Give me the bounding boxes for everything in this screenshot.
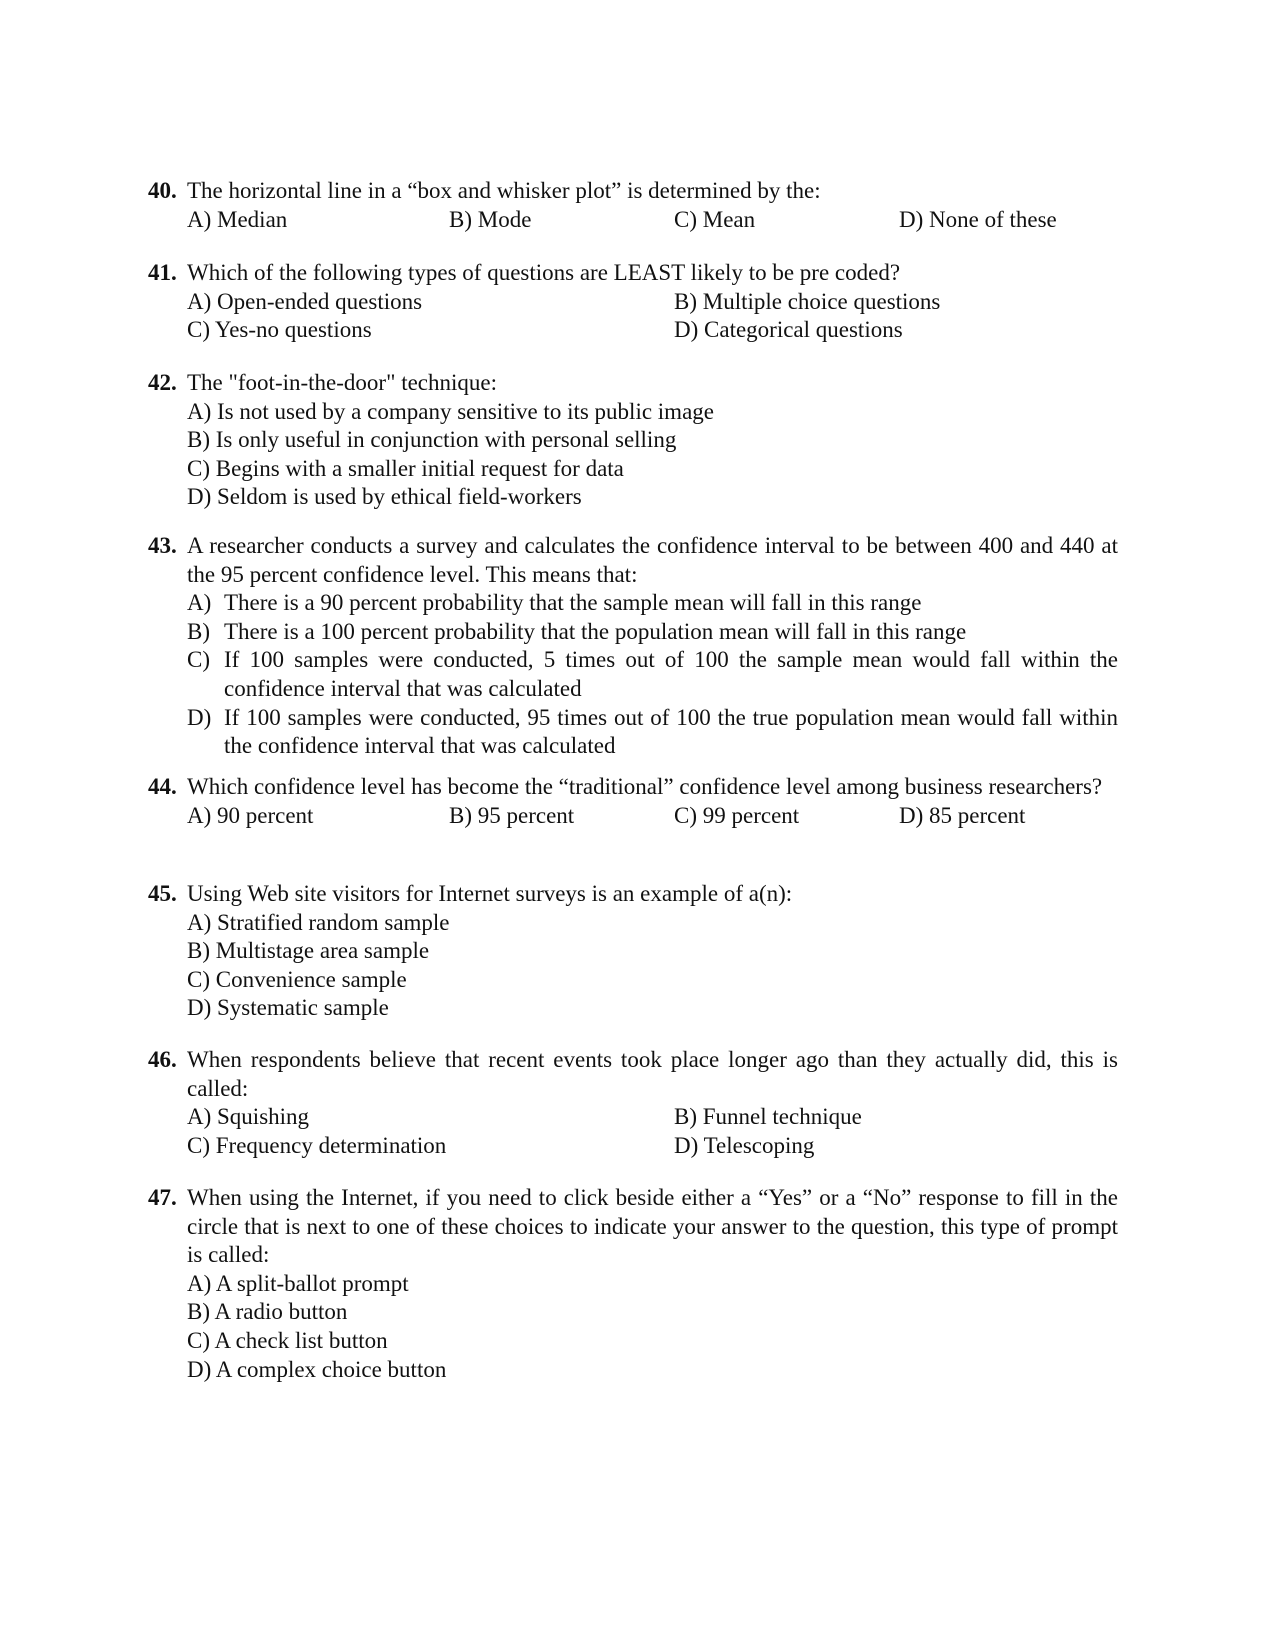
option-letter: D) xyxy=(187,704,212,730)
option-d: D) Telescoping xyxy=(674,1132,815,1158)
option-d: D) Seldom is used by ethical field-workers xyxy=(187,484,582,510)
option-c: C) Mean xyxy=(674,206,756,232)
question-number: 40. xyxy=(148,178,177,203)
option-b: B) Multiple choice questions xyxy=(674,288,941,314)
option-b: B) A radio button xyxy=(187,1299,348,1325)
question-stem: A researcher conducts a survey and calculates the confidence interval to be between 400 and 440 at the 95 percent confidence level. This means that: xyxy=(187,533,1118,587)
option-d: D) 85 percent xyxy=(899,802,1026,828)
option-letter: C) xyxy=(187,647,210,673)
option-c: C) Convenience sample xyxy=(187,966,407,992)
question-stem: When using the Internet, if you need to click beside either a “Yes” or a “No” response to fill in the circle that is next to one of these choices to indicate your answer to the question, this type of prompt is called: xyxy=(187,1185,1118,1268)
question-stem: The "foot-in-the-door" technique: xyxy=(187,370,498,395)
option-b: B) Funnel technique xyxy=(674,1104,862,1130)
question-45 xyxy=(148,880,1118,1023)
question-47 xyxy=(148,1184,1118,1384)
option-a: A) A split-ballot prompt xyxy=(187,1270,409,1296)
question-41 xyxy=(148,259,1118,345)
option-d: D) Categorical questions xyxy=(674,317,903,343)
option-c xyxy=(187,646,1118,703)
option-d xyxy=(187,704,1118,761)
option-a xyxy=(187,589,1118,618)
option-d: D) None of these xyxy=(899,206,1057,232)
question-stem: Which of the following types of questions are LEAST likely to be pre coded? xyxy=(187,260,901,285)
question-stem: Using Web site visitors for Internet surveys is an example of a(n): xyxy=(187,881,793,906)
option-a: A) 90 percent xyxy=(187,802,314,828)
question-number: 45. xyxy=(148,881,177,906)
question-40 xyxy=(148,177,1118,234)
option-c: C) Begins with a smaller initial request for data xyxy=(187,455,624,481)
question-number: 42. xyxy=(148,370,177,395)
question-43 xyxy=(148,532,1118,761)
option-d: D) Systematic sample xyxy=(187,995,389,1021)
option-text: There is a 100 percent probability that the population mean will fall in this range xyxy=(224,618,967,644)
option-text: If 100 samples were conducted, 95 times out of 100 the true population mean would fall within the confidence interval that was calculated xyxy=(224,704,1118,759)
option-d: D) A complex choice button xyxy=(187,1356,447,1382)
question-number: 43. xyxy=(148,533,177,558)
question-number: 41. xyxy=(148,260,177,285)
question-46 xyxy=(148,1046,1118,1160)
question-number: 47. xyxy=(148,1185,177,1210)
option-c: C) Yes-no questions xyxy=(187,317,372,343)
option-b xyxy=(187,618,1118,647)
option-b: B) Multistage area sample xyxy=(187,938,430,964)
option-text: If 100 samples were conducted, 5 times out of 100 the sample mean would fall within the confidence interval that was calculated xyxy=(224,647,1118,701)
option-c: C) 99 percent xyxy=(674,802,800,828)
option-b: B) Is only useful in conjunction with personal selling xyxy=(187,427,677,453)
question-44 xyxy=(148,773,1118,830)
question-number: 46. xyxy=(148,1047,177,1072)
option-letter: A) xyxy=(187,590,212,616)
question-stem: Which confidence level has become the “traditional” confidence level among business researchers? xyxy=(187,774,1103,799)
option-b: B) 95 percent xyxy=(449,802,575,828)
option-c: C) A check list button xyxy=(187,1327,388,1353)
option-a: A) Open-ended questions xyxy=(187,288,423,314)
option-text: There is a 90 percent probability that the sample mean will fall in this range xyxy=(224,590,922,616)
option-b: B) Mode xyxy=(449,206,532,232)
question-stem: When respondents believe that recent events took place longer ago than they actually did, this is called: xyxy=(187,1047,1118,1101)
option-a: A) Stratified random sample xyxy=(187,909,450,935)
option-letter: B) xyxy=(187,618,210,644)
option-c: C) Frequency determination xyxy=(187,1132,447,1158)
option-a: A) Median xyxy=(187,206,288,232)
option-a: A) Squishing xyxy=(187,1104,310,1130)
question-number: 44. xyxy=(148,774,177,799)
question-42 xyxy=(148,369,1118,512)
question-stem: The horizontal line in a “box and whisker plot” is determined by the: xyxy=(187,178,821,203)
option-a: A) Is not used by a company sensitive to its public image xyxy=(187,398,714,424)
